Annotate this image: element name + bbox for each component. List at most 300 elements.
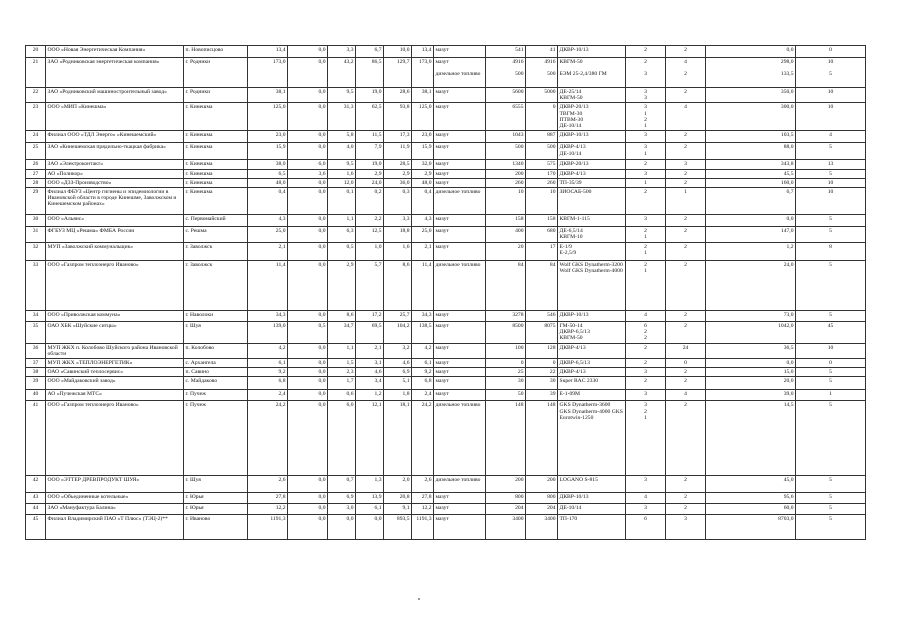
cell-k1: 3	[626, 504, 666, 515]
cell-c1: 23,0	[248, 131, 288, 143]
cell-f1: 3278	[486, 311, 526, 322]
cell-k1: 2	[626, 188, 666, 215]
table-row	[26, 311, 866, 322]
cell-c5: 129,7	[384, 58, 412, 88]
cell-c5: 6,9	[384, 368, 412, 377]
cell-c2: 6,0	[288, 160, 328, 169]
cell-no: 28	[26, 178, 46, 187]
cell-f1: 6555	[486, 103, 526, 131]
cell-name: ООО «Объединенные котельные»	[46, 493, 184, 504]
cell-c4: 0,0	[356, 515, 384, 540]
cell-c3: 2,9	[328, 261, 356, 311]
cell-place: г. Наволоки	[184, 311, 248, 322]
cell-f1: 541	[486, 46, 526, 58]
cell-boiler: ДКВР-20/13	[558, 160, 626, 169]
cell-no: 40	[26, 390, 46, 401]
table-row	[26, 343, 866, 358]
cell-boiler: ТП-170	[558, 515, 626, 540]
cell-c2: 0,5	[288, 322, 328, 344]
cell-f2: 17	[526, 243, 558, 261]
cell-fuel: дизельное топливо	[434, 261, 486, 311]
cell-boiler: ДКВР-10/13	[558, 131, 626, 143]
cell-f2: 84	[526, 261, 558, 311]
cell-no: 29	[26, 188, 46, 215]
cell-fuel: мазут	[434, 368, 486, 377]
cell-place: п. Колобово	[184, 343, 248, 358]
cell-place: п. Новописцово	[184, 46, 248, 58]
cell-f2: 41	[526, 46, 558, 58]
cell-fuel: мазут	[434, 359, 486, 368]
cell-s: 0	[796, 359, 866, 368]
cell-no: 27	[26, 169, 46, 178]
cell-c3: 1,1	[328, 215, 356, 227]
cell-p: 20,0	[706, 377, 796, 390]
cell-c6: 38,1	[412, 88, 434, 103]
table-row	[26, 359, 866, 368]
cell-c5: 104,2	[384, 322, 412, 344]
cell-c6: 12,2	[412, 504, 434, 515]
cell-c6: 13,4	[412, 46, 434, 58]
cell-c5: 18,1	[384, 401, 412, 476]
cell-f1: 148	[486, 401, 526, 476]
cell-c1: 38,1	[248, 88, 288, 103]
cell-c4: 2,9	[356, 169, 384, 178]
cell-s: 5	[796, 261, 866, 311]
cell-c2: 0,0	[288, 178, 328, 187]
cell-k1: 2 3	[626, 58, 666, 88]
cell-k1: 2 1	[626, 227, 666, 243]
cell-boiler: Е-1-09М	[558, 390, 626, 401]
cell-c1: 2,4	[248, 390, 288, 401]
cell-fuel: мазут	[434, 169, 486, 178]
table-row	[26, 178, 866, 187]
cell-c1: 4,2	[248, 343, 288, 358]
cell-place: г. Кинешма	[184, 103, 248, 131]
cell-f2: 204	[526, 504, 558, 515]
cell-c4: 6,7	[356, 46, 384, 58]
cell-c1: 2,6	[248, 476, 288, 493]
cell-place: с. Первомайский	[184, 215, 248, 227]
table-row	[26, 368, 866, 377]
cell-c2: 0,0	[288, 343, 328, 358]
cell-c2: 0,0	[288, 188, 328, 215]
cell-place: с. Майдаково	[184, 377, 248, 390]
cell-fuel: мазут	[434, 390, 486, 401]
cell-c2: 0,0	[288, 390, 328, 401]
cell-c6: 4,3	[412, 215, 434, 227]
table-row	[26, 515, 866, 540]
cell-k2: 2	[666, 377, 706, 390]
cell-c1: 38,0	[248, 160, 288, 169]
cell-c2: 0,0	[288, 311, 328, 322]
cell-name: ЗАО «Родниковская энергетическая компания»	[46, 58, 184, 88]
cell-c3: 1,5	[328, 359, 356, 368]
cell-k1: 2	[626, 343, 666, 358]
cell-c4: 4,6	[356, 368, 384, 377]
cell-c4: 12,1	[356, 401, 384, 476]
table-row	[26, 58, 866, 88]
cell-name: Филиал ФБУЗ «Центр гигиены и эпидемиологии в Ивановской области в городе Кинешме, Заволжском и Кинешемском районах»	[46, 188, 184, 215]
cell-c1: 125,0	[248, 103, 288, 131]
cell-no: 44	[26, 504, 46, 515]
cell-c6: 173,0	[412, 58, 434, 88]
cell-boiler: ДКВР-4/13	[558, 368, 626, 377]
cell-name: ФГБУЗ МЦ «Решма» ФМБА России	[46, 227, 184, 243]
cell-c3: 0,1	[328, 188, 356, 215]
cell-p: 0,0	[706, 46, 796, 58]
cell-c4: 62,5	[356, 103, 384, 131]
cell-s: 10	[796, 103, 866, 131]
cell-f2: 158	[526, 215, 558, 227]
cell-fuel: мазут	[434, 46, 486, 58]
cell-fuel: мазут	[434, 504, 486, 515]
cell-place: г. Кинешма	[184, 178, 248, 187]
cell-k1: 3 2 1	[626, 401, 666, 476]
cell-fuel: мазут	[434, 311, 486, 322]
cell-c5: 3,3	[384, 215, 412, 227]
cell-c5: 25,7	[384, 311, 412, 322]
cell-f2: 30	[526, 377, 558, 390]
cell-c3: 2,3	[328, 368, 356, 377]
cell-s: 5	[796, 311, 866, 322]
cell-name: ООО «Новая Энергетическая Компания»	[46, 46, 184, 58]
cell-p: 88,0	[706, 143, 796, 160]
cell-name: АО «Пучежская МТС»	[46, 390, 184, 401]
cell-f2: 3400	[526, 515, 558, 540]
table-row	[26, 390, 866, 401]
cell-no: 30	[26, 215, 46, 227]
cell-no: 22	[26, 88, 46, 103]
cell-c6: 25,0	[412, 227, 434, 243]
cell-c1: 12,2	[248, 504, 288, 515]
cell-c6: 23,0	[412, 131, 434, 143]
cell-no: 34	[26, 311, 46, 322]
cell-no: 24	[26, 131, 46, 143]
cell-no: 41	[26, 401, 46, 476]
cell-boiler: КВГМ-1-115	[558, 215, 626, 227]
cell-f1: 3400	[486, 515, 526, 540]
cell-k2: 2	[666, 504, 706, 515]
cell-c4: 0,2	[356, 188, 384, 215]
cell-c1: 2,1	[248, 243, 288, 261]
cell-name: ОАО «Савинский теплосервис»	[46, 368, 184, 377]
cell-place: г. Юрья	[184, 504, 248, 515]
cell-c4: 19,0	[356, 88, 384, 103]
cell-no: 26	[26, 160, 46, 169]
cell-c6: 6,1	[412, 359, 434, 368]
cell-c1: 13,4	[248, 46, 288, 58]
cell-place: с. Решма	[184, 227, 248, 243]
cell-place: г. Кинешма	[184, 160, 248, 169]
cell-c6: 34,3	[412, 311, 434, 322]
cell-c4: 3,4	[356, 377, 384, 390]
cell-place: с. Архангела	[184, 359, 248, 368]
cell-c1: 15,9	[248, 143, 288, 160]
cell-name: ЗАО «Родниковский машиностроительный завод»	[46, 88, 184, 103]
cell-c1: 25,0	[248, 227, 288, 243]
cell-f2: 0	[526, 359, 558, 368]
cell-name: ЗАО «Электроконтакт»	[46, 160, 184, 169]
cell-c5: 9,1	[384, 504, 412, 515]
cell-c1: 0,4	[248, 188, 288, 215]
cell-k1: 4	[626, 493, 666, 504]
cell-c5: 93,8	[384, 103, 412, 131]
cell-k2: 3	[666, 515, 706, 540]
cell-no: 36	[26, 343, 46, 358]
cell-f2: 39	[526, 390, 558, 401]
cell-s: 1	[796, 390, 866, 401]
cell-c2: 0,0	[288, 131, 328, 143]
cell-k2: 2	[666, 88, 706, 103]
cell-k1: 3 1	[626, 143, 666, 160]
cell-f2: 8075	[526, 322, 558, 344]
cell-f1: 50	[486, 390, 526, 401]
cell-fuel: мазут	[434, 160, 486, 169]
cell-boiler: ДКВР-4/13	[558, 343, 626, 358]
cell-c2: 0,0	[288, 504, 328, 515]
cell-f1: 158	[486, 215, 526, 227]
cell-k2: 2	[666, 401, 706, 476]
cell-name: ЗАО «Кинешемская прядильно-ткацкая фабрика»	[46, 143, 184, 160]
cell-p: 350,0	[706, 88, 796, 103]
cell-name: ООО «Газпром теплоэнерго Иваново»	[46, 401, 184, 476]
cell-c5: 28,6	[384, 88, 412, 103]
cell-boiler: Wolf GKS Dynatherm-3200 Wolf GKS Dynatherm-4000	[558, 261, 626, 311]
cell-boiler: ДЕ-25/14 КВГМ-50	[558, 88, 626, 103]
table-row	[26, 476, 866, 493]
cell-fuel: мазут дизельное топливо	[434, 58, 486, 88]
cell-c5: 36,0	[384, 178, 412, 187]
cell-c1: 4,3	[248, 215, 288, 227]
cell-k1: 3 1 2 1	[626, 103, 666, 131]
cell-c4: 1,0	[356, 243, 384, 261]
cell-boiler: ДЕ-10/14	[558, 504, 626, 515]
cell-fuel: мазут	[434, 88, 486, 103]
cell-s: 5	[796, 476, 866, 493]
cell-c4: 19,0	[356, 160, 384, 169]
cell-k2: 2	[666, 227, 706, 243]
cell-c1: 24,2	[248, 401, 288, 476]
cell-c3: 1,6	[328, 169, 356, 178]
cell-f1: 84	[486, 261, 526, 311]
cell-name: Филиал Владимирский ПАО «Т Плюс» (ТЭЦ-2)**	[46, 515, 184, 540]
cell-place: г. Родники	[184, 58, 248, 88]
cell-place: г. Кинешма	[184, 131, 248, 143]
cell-k2: 2	[666, 169, 706, 178]
cell-f2: 5000	[526, 88, 558, 103]
cell-c2: 0,0	[288, 143, 328, 160]
cell-p: 147,0	[706, 227, 796, 243]
cell-k2: 1	[666, 188, 706, 215]
cell-c5: 18,8	[384, 227, 412, 243]
cell-no: 33	[26, 261, 46, 311]
cell-f1: 204	[486, 504, 526, 515]
cell-c3: 3,0	[328, 504, 356, 515]
cell-place: г. Пучеж	[184, 390, 248, 401]
cell-c3: 0,0	[328, 515, 356, 540]
cell-fuel: мазут	[434, 143, 486, 160]
cell-c6: 2,9	[412, 169, 434, 178]
cell-c4: 13,9	[356, 493, 384, 504]
cell-c1: 27,8	[248, 493, 288, 504]
cell-f2: 22	[526, 368, 558, 377]
cell-p: 103,5	[706, 131, 796, 143]
cell-s: 10	[796, 88, 866, 103]
cell-c5: 17,3	[384, 131, 412, 143]
cell-c3: 4,0	[328, 143, 356, 160]
cell-s: 4	[796, 131, 866, 143]
cell-fuel: мазут	[434, 493, 486, 504]
cell-c3: 0,7	[328, 476, 356, 493]
cell-c2: 0,0	[288, 493, 328, 504]
cell-c4: 24,0	[356, 178, 384, 187]
cell-f1: 10	[486, 188, 526, 215]
cell-c6: 11,4	[412, 261, 434, 311]
cell-f1: 200	[486, 476, 526, 493]
cell-f2: 575	[526, 160, 558, 169]
cell-c3: 3,3	[328, 46, 356, 58]
cell-boiler: ДЕ-6,5/14 КВГМ-10	[558, 227, 626, 243]
cell-boiler: ГМ-50-14 ДКВР-6,5/13 КВГМ-50	[558, 322, 626, 344]
cell-p: 39,0	[706, 390, 796, 401]
cell-p: 73,0	[706, 311, 796, 322]
cell-s: 5	[796, 504, 866, 515]
cell-p: 343,8	[706, 160, 796, 169]
cell-k1: 2	[626, 359, 666, 368]
cell-p: 24,0	[706, 261, 796, 311]
cell-f1: 200	[486, 169, 526, 178]
cell-p: 15,0	[706, 368, 796, 377]
cell-p: 45,0	[706, 476, 796, 493]
cell-k1: 2	[626, 160, 666, 169]
cell-c6: 2,6	[412, 476, 434, 493]
cell-boiler: ДКВР-10/13	[558, 46, 626, 58]
cell-c5: 2,9	[384, 169, 412, 178]
cell-name: ООО «Приволжская коммуна»	[46, 311, 184, 322]
cell-no: 38	[26, 368, 46, 377]
cell-f1: 8500	[486, 322, 526, 344]
cell-no: 35	[26, 322, 46, 344]
cell-f1: 20	[486, 243, 526, 261]
cell-k2: 2	[666, 215, 706, 227]
cell-c2: 0,0	[288, 227, 328, 243]
cell-fuel: мазут	[434, 322, 486, 344]
cell-p: 160,0	[706, 178, 796, 187]
cell-f2: 200	[526, 476, 558, 493]
cell-c5: 893,5	[384, 515, 412, 540]
cell-k2: 3	[666, 160, 706, 169]
cell-fuel: дизельное топливо	[434, 188, 486, 215]
cell-c2: 0,0	[288, 359, 328, 368]
cell-place: г. Шуя	[184, 322, 248, 344]
cell-fuel: мазут	[434, 515, 486, 540]
cell-k2: 2	[666, 131, 706, 143]
cell-name: МУП ЖКХ «ТЕПЛОЭНЕРГЕТИК»	[46, 359, 184, 368]
cell-c6: 32,0	[412, 160, 434, 169]
cell-p: 6,7	[706, 188, 796, 215]
cell-place: г. Шуя	[184, 476, 248, 493]
cell-boiler: ТП-35/39	[558, 178, 626, 187]
cell-s: 10	[796, 343, 866, 358]
cell-c4: 17,2	[356, 311, 384, 322]
cell-no: 43	[26, 493, 46, 504]
cell-s: 5	[796, 515, 866, 540]
cell-f1: 500	[486, 143, 526, 160]
cell-c2: 0,0	[288, 243, 328, 261]
cell-c3: 5,8	[328, 131, 356, 143]
cell-p: 45,5	[706, 169, 796, 178]
cell-f1: 400	[486, 227, 526, 243]
cell-p: 300,0	[706, 103, 796, 131]
cell-place: г. Кинешма	[184, 169, 248, 178]
cell-place: п. Савино	[184, 368, 248, 377]
cell-place: г. Заволжск	[184, 243, 248, 261]
cell-c5: 1,8	[384, 390, 412, 401]
cell-k2: 2	[666, 368, 706, 377]
cell-k2: 2	[666, 243, 706, 261]
cell-c1: 1191,3	[248, 515, 288, 540]
cell-name: ООО «Альянс»	[46, 215, 184, 227]
cell-c5: 1,6	[384, 243, 412, 261]
cell-s: 8	[796, 243, 866, 261]
cell-c1: 11,4	[248, 261, 288, 311]
cell-c5: 11,9	[384, 143, 412, 160]
cell-c6: 15,9	[412, 143, 434, 160]
cell-c5: 0,3	[384, 188, 412, 215]
cell-c1: 139,0	[248, 322, 288, 344]
cell-c6: 2,1	[412, 243, 434, 261]
cell-c4: 7,9	[356, 143, 384, 160]
cell-f1: 1340	[486, 160, 526, 169]
cell-k1: 3	[626, 169, 666, 178]
table-row	[26, 103, 866, 131]
table-row	[26, 227, 866, 243]
cell-boiler: ДКВР-4/13 ДЕ-10/14	[558, 143, 626, 160]
cell-c5: 20,8	[384, 493, 412, 504]
cell-fuel: мазут	[434, 215, 486, 227]
cell-f2: 500	[526, 143, 558, 160]
cell-s: 5	[796, 377, 866, 390]
cell-boiler: ДКВР-20/13 ТВГМ-30 ПТВМ-30 ДЕ-10/14	[558, 103, 626, 131]
cell-k1: 2 1	[626, 243, 666, 261]
cell-k2: 0	[666, 359, 706, 368]
cell-c2: 0,0	[288, 88, 328, 103]
cell-c2: 0,0	[288, 515, 328, 540]
cell-k2: 2	[666, 311, 706, 322]
cell-c6: 1191,3	[412, 515, 434, 540]
cell-c4: 11,5	[356, 131, 384, 143]
cell-s: 5	[796, 215, 866, 227]
cell-c4: 6,1	[356, 504, 384, 515]
cell-c1: 6,8	[248, 377, 288, 390]
cell-fuel: мазут	[434, 178, 486, 187]
cell-s: 5	[796, 227, 866, 243]
cell-name: ООО «МИП «Кинешма»	[46, 103, 184, 131]
table-row	[26, 160, 866, 169]
cell-c1: 173,0	[248, 58, 288, 88]
cell-c4: 3,1	[356, 359, 384, 368]
cell-c5: 3,2	[384, 343, 412, 358]
cell-fuel: дизельное топливо	[434, 401, 486, 476]
cell-p: 1042,0	[706, 322, 796, 344]
cell-c2: 0,0	[288, 261, 328, 311]
cell-k2: 4 2	[666, 58, 706, 88]
cell-c4: 86,5	[356, 58, 384, 88]
cell-name: ООО «Газпром теплоэнерго Иваново»	[46, 261, 184, 311]
cell-p: 95,6	[706, 493, 796, 504]
cell-no: 39	[26, 377, 46, 390]
cell-c2: 0,0	[288, 103, 328, 131]
